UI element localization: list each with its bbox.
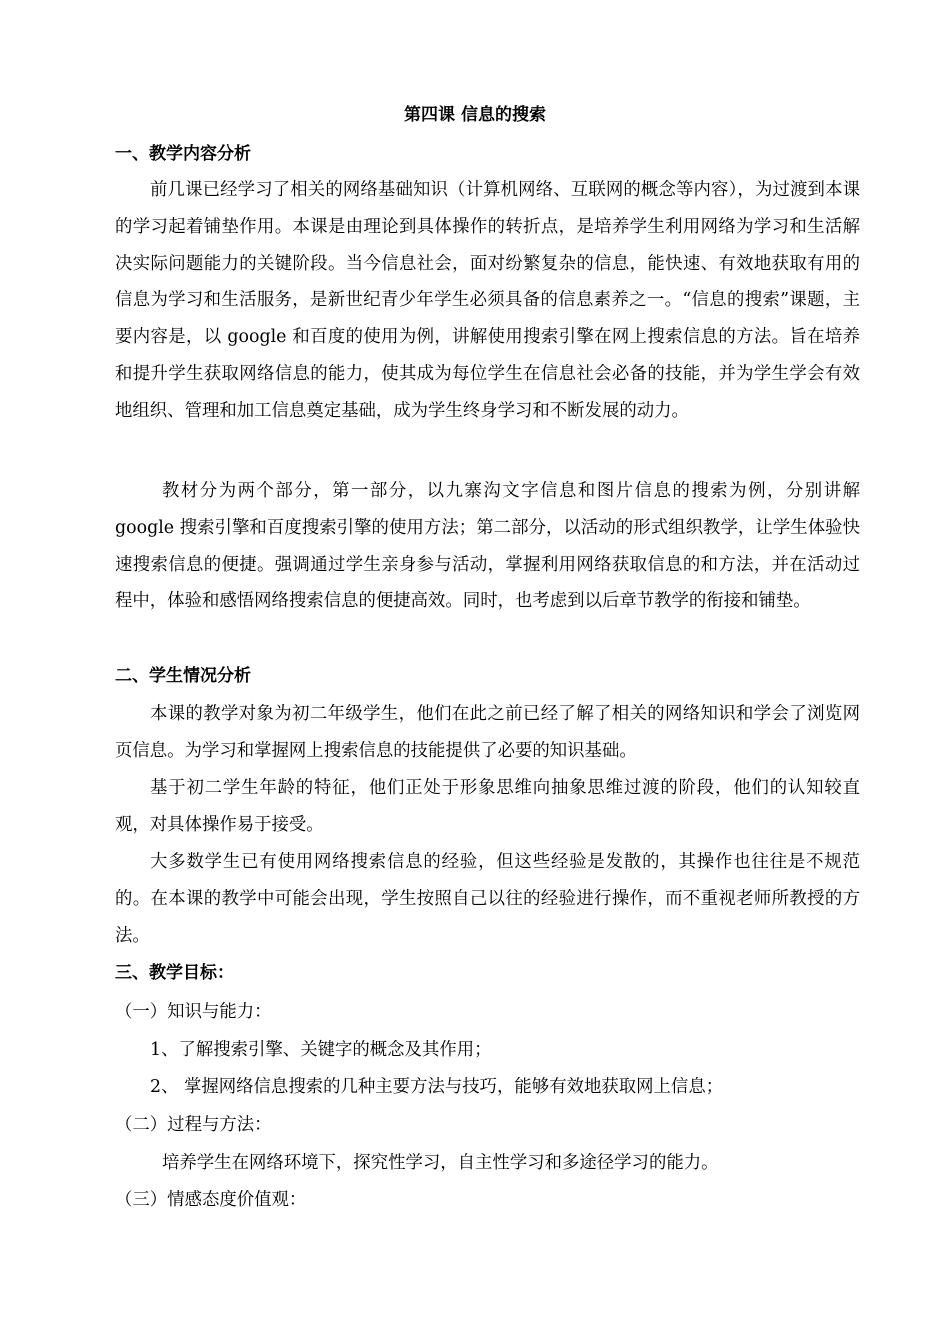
subheading-process-method: （二）过程与方法：: [115, 1115, 272, 1135]
process-method-text: 培养学生在网络环境下，探究性学习，自主性学习和多途径学习的能力。: [162, 1153, 719, 1173]
section-heading-teaching-goals: 三、教学目标：: [115, 963, 234, 983]
paragraph-student-analysis-1: 本课的教学对象为初二年级学生，他们在此之前已经了解了相关的网络知识和学会了浏览网页信息。为学习和掌握网上搜索信息的技能提供了必要的知识基础。: [115, 704, 860, 761]
page-title: 第四课 信息的搜索: [404, 105, 546, 125]
paragraph-student-analysis-2: 基于初二学生年龄的特征，他们正处于形象思维向抽象思维过渡的阶段，他们的认知较直观，对具体操作易于接受。: [115, 778, 860, 835]
paragraph-content-analysis-2: 教材分为两个部分，第一部分，以九寨沟文字信息和图片信息的搜索为例，分别讲解 google 搜索引擎和百度搜索引擎的使用方法；第二部分，以活动的形式组织教学，让学生体验快速搜索信息的便捷。强调通过学生亲身参与活动，掌握利用网络获取信息的和方法，并在活动过程中，体验和感悟网络搜索信息的便捷高效。同时，也考虑到以后章节教学的衔接和铺垫。: [115, 481, 860, 612]
subheading-knowledge-ability: （一）知识与能力：: [115, 1002, 272, 1022]
subheading-emotion-values: （三）情感态度价值观：: [115, 1190, 307, 1210]
section-heading-student-analysis: 二、学生情况分析: [115, 666, 251, 686]
section-heading-content-analysis: 一、教学内容分析: [115, 144, 251, 164]
goal-item-1: 1、了解搜索引擎、关键字的概念及其作用；: [150, 1040, 492, 1060]
paragraph-content-analysis-1: 前几课已经学习了相关的网络基础知识（计算机网络、互联网的概念等内容），为过渡到本课的学习起着铺垫作用。本课是由理论到具体操作的转折点，是培养学生利用网络为学习和生活解决实际问题能力的关键阶段。当今信息社会，面对纷繁复杂的信息，能快速、有效地获取有用的信息为学习和生活服务，是新世纪青少年学生必须具备的信息素养之一。“信息的搜索”课题，主要内容是，以 google 和百度的使用为例，讲解使用搜索引擎在网上搜索信息的方法。旨在培养和提升学生获取网络信息的能力，使其成为每位学生在信息社会必备的技能，并为学生学会有效地组织、管理和加工信息奠定基础，成为学生终身学习和不断发展的动力。: [115, 180, 860, 421]
paragraph-student-analysis-3: 大多数学生已有使用网络搜索信息的经验，但这些经验是发散的，其操作也往往是不规范的。在本课的教学中可能会出现，学生按照自己以往的经验进行操作，而不重视老师所教授的方法。: [115, 852, 860, 946]
goal-item-2: 2、 掌握网络信息搜索的几种主要方法与技巧，能够有效地获取网上信息；: [150, 1077, 724, 1097]
